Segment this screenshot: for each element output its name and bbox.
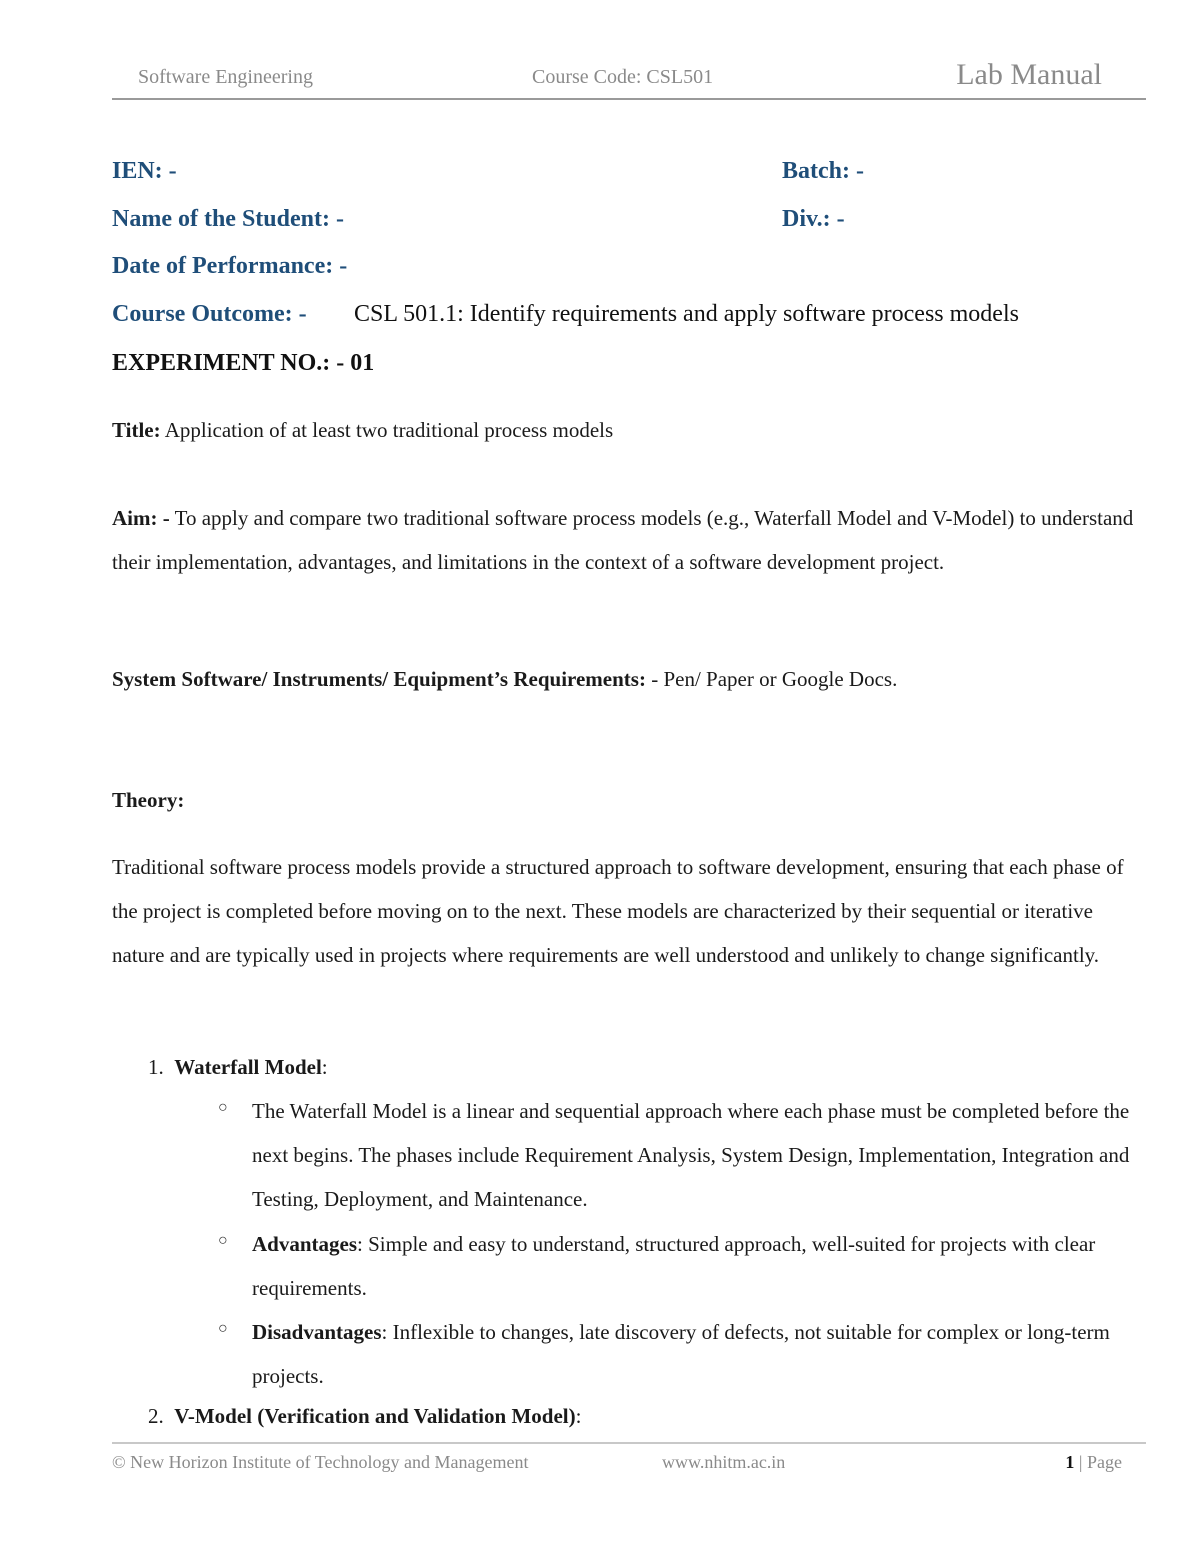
header-subject: Software Engineering <box>138 66 313 88</box>
aim-text: To apply and compare two traditional software process models (e.g., Waterfall Model and V-Model) to understand their implementation, advantages, and limitations in the context of a software development project. <box>112 506 1134 574</box>
title-text: Application of at least two traditional process models <box>164 418 614 442</box>
page-header <box>112 58 1146 100</box>
bullet-icon: ○ <box>218 1320 228 1337</box>
page-number: 1 <box>1065 1452 1075 1472</box>
model-1-number: 1. <box>148 1055 164 1079</box>
footer-website: www.nhitm.ac.in <box>662 1452 786 1472</box>
experiment-number: EXPERIMENT NO.: - 01 <box>112 350 375 376</box>
requirements-label: System Software/ Instruments/ Equipment’s Requirements: <box>112 667 646 691</box>
model-1-name: Waterfall Model <box>174 1055 322 1079</box>
model-2-suffix: : <box>575 1404 582 1428</box>
advantages-text: : Simple and easy to understand, structured approach, well-suited for projects with clear requirements. <box>252 1232 1096 1300</box>
model-1-heading <box>148 1055 328 1080</box>
bullet-icon: ○ <box>218 1099 228 1116</box>
model-2-number: 2. <box>148 1404 164 1428</box>
advantages-label: Advantages <box>252 1232 358 1256</box>
aim-label: Aim: - <box>112 506 170 530</box>
model-1-description: The Waterfall Model is a linear and sequential approach where each phase must be completed before the next begins. The phases include Requirement Analysis, System Design, Implementation, Integration and Testing, Deployment, and Maintenance. <box>252 1099 1130 1211</box>
header-course-code: Course Code: CSL501 <box>532 66 714 88</box>
aim-paragraph <box>112 496 1142 584</box>
model-2-heading <box>148 1404 581 1429</box>
student-name-label: Name of the Student: - <box>112 206 344 232</box>
theory-heading-text: Theory: <box>112 788 185 812</box>
div-label: Div.: - <box>782 206 845 232</box>
model-1-disadvantages <box>252 1310 1132 1398</box>
model-1-suffix: : <box>321 1055 328 1079</box>
footer-copyright: © New Horizon Institute of Technology and Management <box>112 1452 529 1472</box>
theory-intro: Traditional software process models provide a structured approach to software development, ensuring that each phase of the project is completed before moving on to the next. These models are characterized by their sequential or iterative nature and are typically used in projects where requirements are well understood and unlikely to change significantly. <box>112 855 1124 967</box>
course-outcome-text: CSL 501.1: Identify requirements and apply software process models <box>354 301 1019 327</box>
title-label: Title: <box>112 418 161 442</box>
theory-heading <box>112 778 1142 822</box>
course-outcome-label: Course Outcome: - <box>112 301 307 327</box>
disadvantages-label: Disadvantages <box>252 1320 382 1344</box>
footer-page <box>1065 1452 1122 1473</box>
page-label: | Page <box>1074 1452 1122 1472</box>
model-1-advantages <box>252 1222 1132 1310</box>
header-doc-type: Lab Manual <box>956 58 1102 91</box>
requirements-text: - Pen/ Paper or Google Docs. <box>651 667 898 691</box>
title-line <box>112 408 1142 452</box>
requirements-line <box>112 657 1142 701</box>
batch-label: Batch: - <box>782 158 864 184</box>
model-2-name: V-Model (Verification and Validation Model) <box>174 1404 576 1428</box>
ien-label: IEN: - <box>112 158 177 184</box>
disadvantages-text: : Inflexible to changes, late discovery of defects, not suitable for complex or long-term projects. <box>252 1320 1110 1388</box>
bullet-icon: ○ <box>218 1232 228 1249</box>
page-footer <box>112 1442 1146 1484</box>
date-of-performance-label: Date of Performance: - <box>112 253 348 279</box>
